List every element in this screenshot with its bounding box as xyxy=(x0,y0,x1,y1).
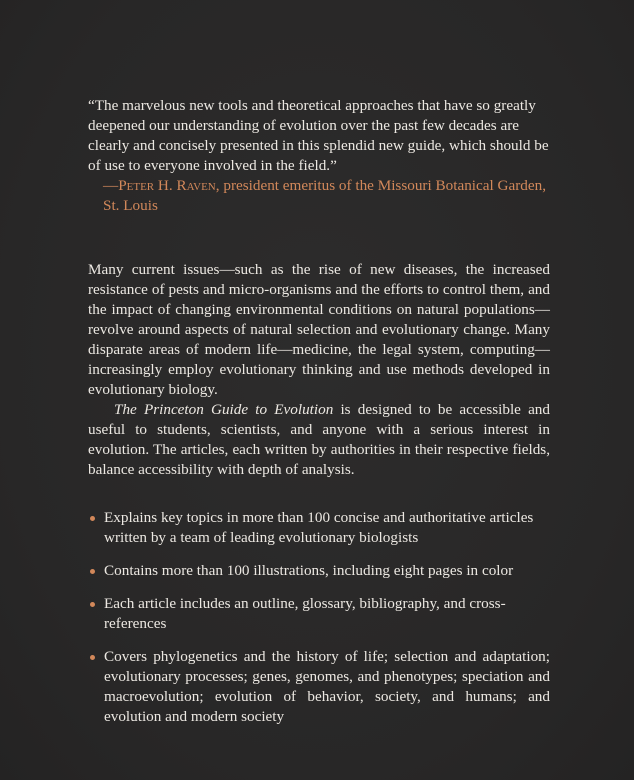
bullet-icon xyxy=(90,602,95,607)
attribution-name: Peter H. Raven xyxy=(118,177,216,194)
feature-item xyxy=(88,508,550,548)
feature-item xyxy=(88,594,550,634)
book-description xyxy=(88,260,550,480)
feature-text: Contains more than 100 illustrations, including eight pages in color xyxy=(104,562,514,579)
quote-text: “The marvelous new tools and theoretical approaches that have so greatly deepened our understanding of evolution over the past few decades are clearly and concisely presented in this splendid new guide, which should be of use to everyone involved in the field.” xyxy=(88,97,549,174)
quote-attribution xyxy=(103,176,550,216)
bullet-icon xyxy=(90,655,95,660)
endorsement-quote xyxy=(88,96,550,176)
book-title: The Princeton Guide to Evolution xyxy=(114,401,334,418)
feature-item xyxy=(88,647,550,727)
attribution-dash: — xyxy=(103,177,119,194)
feature-text: Covers phylogenetics and the history of life; selection and adaptation; evolutionary processes; genes, genomes, and phenotypes; speciation and macroevolution; evolution of behavior, society, and humans; and evolution and modern society xyxy=(104,648,550,725)
attribution-title: , president emeritus of the Missouri Botanical Garden, St. Louis xyxy=(103,177,546,214)
feature-list xyxy=(88,508,550,727)
description-paragraph-1: Many current issues—such as the rise of new diseases, the increased resistance of pests and micro-organisms and the efforts to control them, and the impact of changing environmental conditions on natural populations—revolve around aspects of natural selection and evolutionary change. Many disparate areas of modern life—medicine, the legal system, computing—increasingly employ evolutionary thinking and use methods developed in evolutionary biology. xyxy=(88,261,550,398)
bullet-icon xyxy=(90,569,95,574)
feature-item xyxy=(88,561,550,581)
description-paragraph-2-text: is designed to be accessible and useful to students, scientists, and anyone with a serious interest in evolution. The articles, each written by authorities in their respective fields, balance accessibility with depth of analysis. xyxy=(88,401,550,478)
description-paragraph-2 xyxy=(88,400,550,480)
bullet-icon xyxy=(90,516,95,521)
feature-text: Each article includes an outline, glossary, bibliography, and cross-references xyxy=(104,595,506,632)
feature-text: Explains key topics in more than 100 concise and authoritative articles written by a team of leading evolutionary biologists xyxy=(104,509,534,546)
